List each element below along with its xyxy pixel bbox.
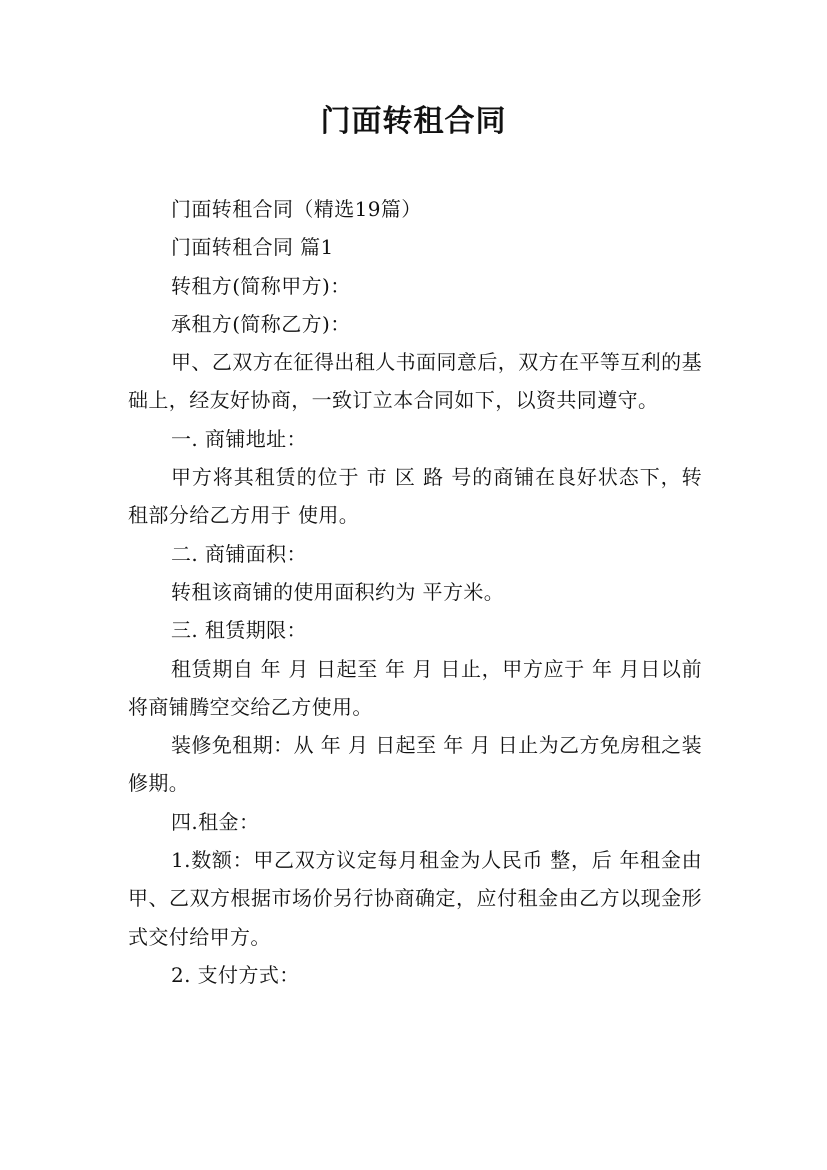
paragraph-clause-1-heading: 一. 商铺地址：	[171, 426, 307, 451]
paragraph-section-heading: 门面转租合同 篇1	[171, 235, 334, 260]
paragraph-clause-3-renovation: 装修免租期：从 年 月 日起至 年 月 日止为乙方免房租之装修期。	[128, 733, 702, 796]
paragraph-party-a: 转租方(简称甲方)：	[171, 273, 351, 298]
paragraph-clause-4-heading: 四.租金：	[171, 809, 260, 834]
paragraph-clause-4-payment: 2. 支付方式：	[171, 962, 300, 987]
paragraph-clause-2-heading: 二. 商铺面积：	[171, 541, 307, 566]
paragraph-clause-4-amount: 1.数额：甲乙双方议定每月租金为人民币 整，后 年租金由甲、乙双方根据市场价另行协商确定，应付租金由乙方以现金形式交付给甲方。	[128, 848, 702, 949]
paragraph-party-b: 承租方(简称乙方)：	[171, 311, 351, 336]
paragraph-clause-1-text: 甲方将其租赁的位于 市 区 路 号的商铺在良好状态下，转租部分给乙方用于 使用。	[128, 465, 702, 528]
paragraph-clause-3-text: 租赁期自 年 月 日起至 年 月 日止，甲方应于 年 月日以前将商铺腾空交给乙方使用。	[128, 656, 702, 719]
paragraph-clause-3-heading: 三. 租赁期限：	[171, 618, 307, 643]
document-title: 门面转租合同	[320, 104, 507, 139]
document-body	[128, 190, 702, 994]
paragraph-preamble: 甲、乙双方在征得出租人书面同意后，双方在平等互利的基础上，经友好协商，一致订立本合同如下，以资共同遵守。	[128, 350, 702, 413]
paragraph-clause-2-text: 转租该商铺的使用面积约为 平方米。	[171, 579, 505, 604]
paragraph-subtitle: 门面转租合同（精选19篇）	[171, 197, 422, 221]
